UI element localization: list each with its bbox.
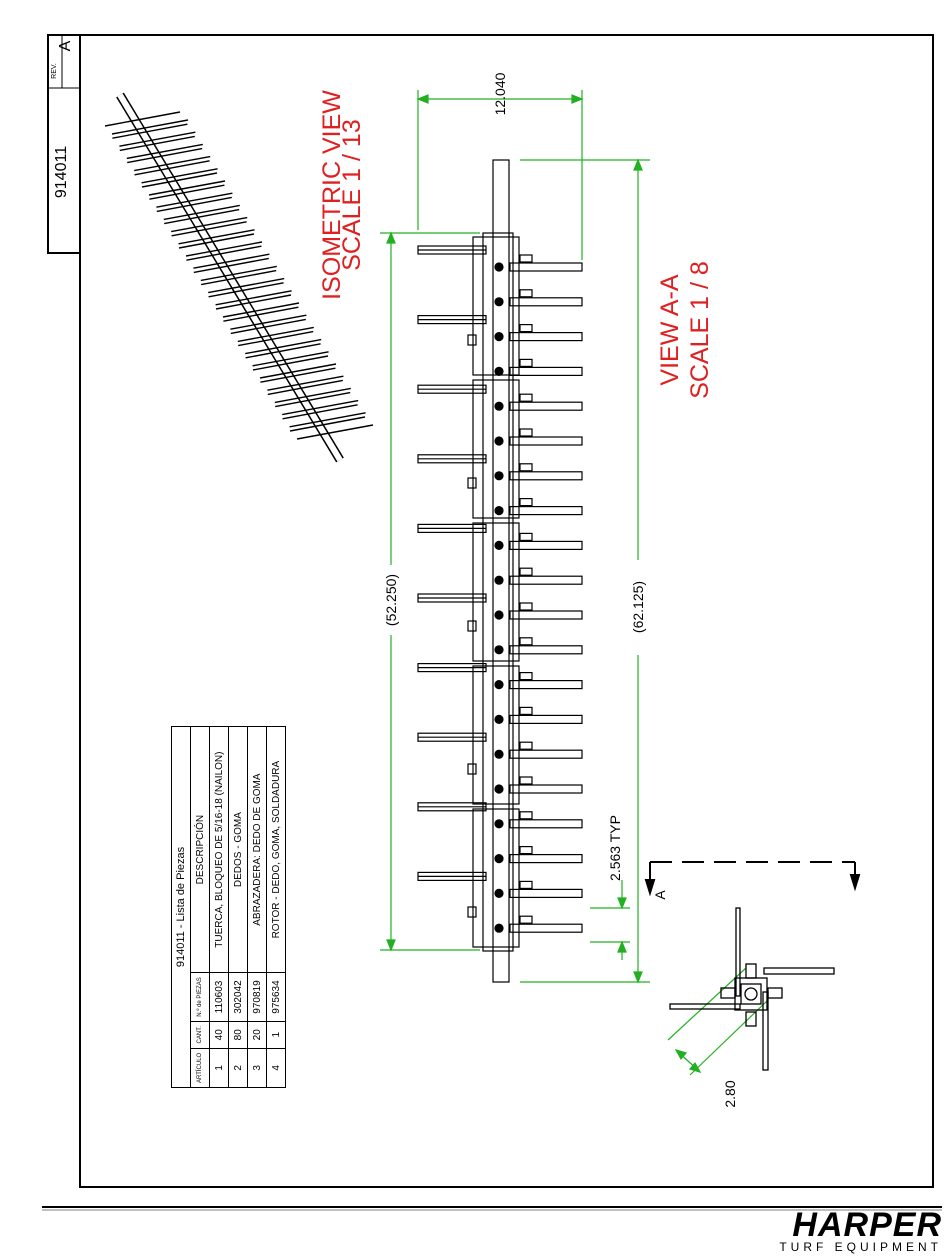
bolt-head — [495, 785, 503, 793]
lock-nut — [520, 847, 532, 854]
rubber-finger — [510, 402, 582, 410]
bolt-head — [495, 333, 503, 341]
rubber-finger — [510, 472, 582, 480]
clamp-bolt — [468, 335, 476, 345]
lock-nut — [520, 394, 532, 401]
rubber-finger — [510, 820, 582, 828]
bolt-head — [495, 507, 503, 515]
rubber-finger — [510, 855, 582, 863]
iso-shaft-inner — [120, 95, 340, 460]
parts-list-header: ARTÍCULO — [191, 1048, 210, 1087]
rubber-finger — [510, 785, 582, 793]
isometric-view-title: ISOMETRIC VIEW — [318, 90, 346, 300]
clamp-bolt — [468, 764, 476, 774]
lock-nut — [520, 812, 532, 819]
lock-nut — [520, 429, 532, 436]
bolt-head — [495, 681, 503, 689]
rotor-side-view — [418, 160, 582, 982]
bolt-head — [495, 750, 503, 758]
bolt-head — [495, 820, 503, 828]
brand-logo: HARPER — [792, 1206, 942, 1244]
bolt-head — [495, 715, 503, 723]
rubber-finger — [510, 507, 582, 515]
lock-nut — [520, 603, 532, 610]
lock-nut — [520, 881, 532, 888]
brand-tagline: TURF EQUIPMENT — [779, 1240, 942, 1254]
rubber-finger — [510, 437, 582, 445]
table-cell: 4 — [267, 1048, 286, 1087]
lock-nut — [520, 638, 532, 645]
rubber-finger — [510, 646, 582, 654]
bolt-head — [495, 298, 503, 306]
rev-label: REV. — [51, 63, 58, 79]
table-row — [210, 727, 229, 1088]
rev-value: A — [57, 40, 74, 52]
parts-list-header: DESCRIPCIÓN — [191, 727, 210, 973]
lock-nut — [520, 673, 532, 680]
clamp-bolt — [468, 907, 476, 917]
bolt-head — [495, 263, 503, 271]
lock-nut — [520, 568, 532, 575]
bolt-head — [495, 646, 503, 654]
dimension-section-offset: 2.80 — [722, 1080, 738, 1108]
rubber-finger — [510, 889, 582, 897]
table-cell: 1 — [267, 1021, 286, 1048]
rubber-finger — [510, 263, 582, 271]
lock-nut — [520, 359, 532, 366]
dimension-overall: (62.125) — [630, 580, 646, 634]
table-cell: 20 — [248, 1021, 267, 1048]
view-aa-scale: SCALE 1 / 8 — [686, 261, 714, 399]
parts-list-title: 914011 - Lista de Piezas — [172, 727, 191, 1088]
parts-list — [171, 726, 287, 1088]
bolt-head — [495, 889, 503, 897]
rubber-finger — [510, 681, 582, 689]
section-label: A — [652, 890, 668, 900]
lock-nut — [520, 916, 532, 923]
lock-nut — [520, 777, 532, 784]
drawing-number: 914011 — [53, 145, 70, 199]
table-cell: 1 — [210, 1048, 229, 1087]
table-cell: ABRAZADERA: DEDO DE GOMA — [248, 727, 267, 973]
lock-nut — [520, 533, 532, 540]
rubber-finger — [510, 924, 582, 932]
table-cell: DEDOS - GOMA — [229, 727, 248, 973]
table-cell: TUERCA, BLOQUEO DE 5/16-18 (NAILON) — [210, 727, 229, 973]
table-row — [229, 727, 248, 1088]
lock-nut — [520, 325, 532, 332]
parts-list-header: N.º de PIEZAS — [191, 973, 210, 1022]
lock-nut — [520, 499, 532, 506]
table-cell: 80 — [229, 1021, 248, 1048]
lock-nut — [520, 464, 532, 471]
finger-clamp — [473, 380, 519, 518]
dimension-finger-span: (52.250) — [383, 573, 399, 627]
rubber-finger — [510, 576, 582, 584]
bolt-head — [495, 472, 503, 480]
bolt-head — [495, 576, 503, 584]
bolt-head — [495, 611, 503, 619]
view-aa-title: VIEW A-A — [656, 274, 684, 386]
clamp-bolt — [468, 478, 476, 488]
rubber-finger — [510, 750, 582, 758]
rubber-finger — [510, 298, 582, 306]
table-cell: 40 — [210, 1021, 229, 1048]
parts-list-header: CANT. — [191, 1021, 210, 1048]
bolt-head — [495, 437, 503, 445]
isometric-view-scale: SCALE 1 / 13 — [338, 119, 366, 271]
bolt-head — [495, 855, 503, 863]
dimension-top: 12.040 — [492, 72, 508, 116]
clamp-bolt — [468, 621, 476, 631]
table-cell: 302042 — [229, 973, 248, 1022]
rubber-finger — [510, 367, 582, 375]
table-cell: 975634 — [267, 973, 286, 1022]
section-line — [646, 862, 859, 893]
rubber-finger — [510, 611, 582, 619]
lock-nut — [520, 707, 532, 714]
table-cell: 970819 — [248, 973, 267, 1022]
dimension-pitch: 2.563 TYP — [607, 815, 623, 881]
table-cell: 3 — [248, 1048, 267, 1087]
table-row — [248, 727, 267, 1088]
rubber-finger — [510, 715, 582, 723]
rubber-finger — [510, 333, 582, 341]
table-cell: 110603 — [210, 973, 229, 1022]
section-end-view — [670, 908, 834, 1070]
dimension-lines — [380, 90, 768, 1075]
rubber-finger — [510, 541, 582, 549]
bolt-head — [495, 402, 503, 410]
lock-nut — [520, 742, 532, 749]
table-cell: 2 — [229, 1048, 248, 1087]
table-row — [267, 727, 286, 1088]
bolt-head — [495, 924, 503, 932]
lock-nut — [520, 290, 532, 297]
lock-nut — [520, 255, 532, 262]
table-cell: ROTOR - DEDO, GOMA, SOLDADURA — [267, 727, 286, 973]
bolt-head — [495, 367, 503, 375]
bolt-head — [495, 541, 503, 549]
